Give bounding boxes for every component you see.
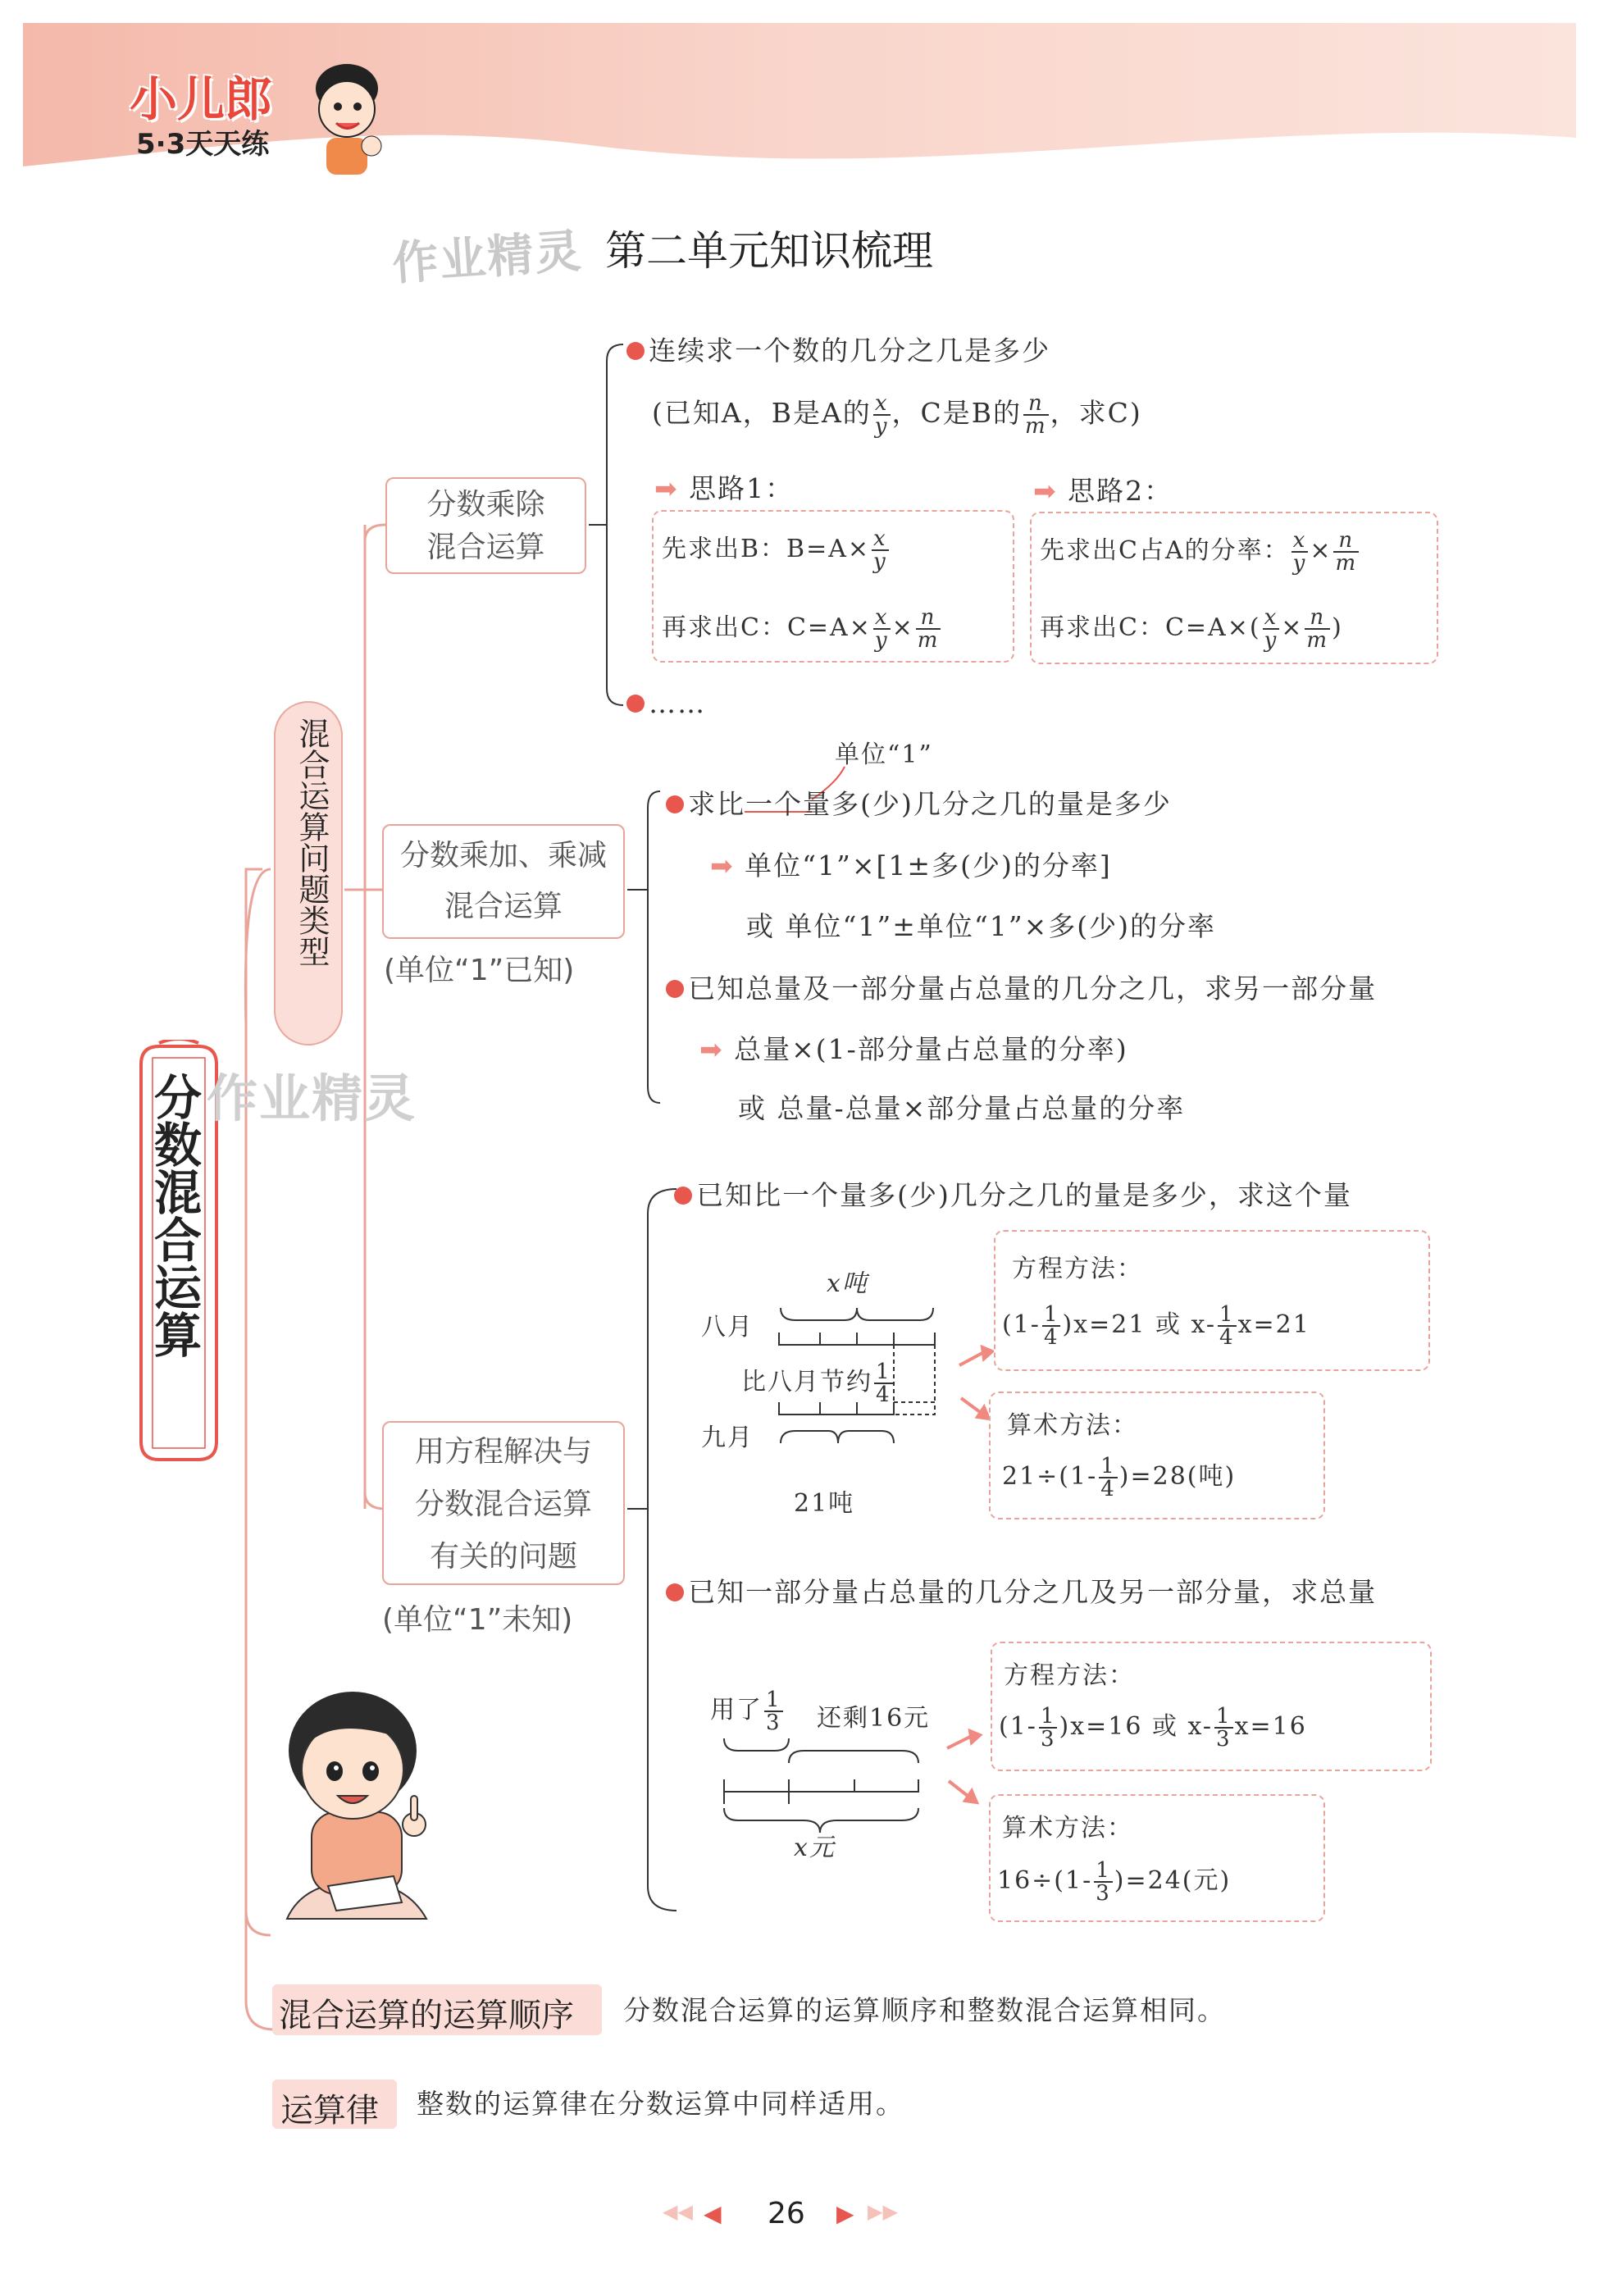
bullet-icon (666, 980, 684, 998)
diag1-bottom-label: 21吨 (794, 1489, 855, 1518)
bullet-icon (626, 695, 645, 713)
section1-item1-text: 连续求一个数的几分之几是多少 (649, 335, 1051, 367)
eq2-part-b: )x=16 或 x- (1059, 1712, 1214, 1741)
section2-formula3 (699, 1028, 1128, 1067)
eq1-part-a: (1- (1002, 1310, 1041, 1339)
watermark-top: 作业精灵 (390, 224, 585, 292)
arith-title-1: 算术方法： (1007, 1411, 1138, 1440)
section2-formula2: 或 单位“1”±单位“1”×多(少)的分率 (746, 910, 1217, 942)
cartoon-student-icon (271, 1673, 443, 1927)
idea1-label: 思路1： (689, 472, 795, 504)
idea2-label: 思路2： (1068, 475, 1173, 507)
diag2-bottom-label: x元 (794, 1834, 836, 1862)
section3-box-line3: 有关的问题 (429, 1540, 577, 1574)
arith-box-1 (989, 1392, 1325, 1519)
frac-num: x (874, 391, 889, 416)
idea2-heading (1033, 470, 1173, 508)
bullet-icon (666, 1583, 684, 1601)
frac-den: m (1335, 551, 1358, 576)
equation-box-1 (994, 1230, 1430, 1371)
page-footer (663, 2194, 922, 2234)
category-label: 混合运算问题类型 (294, 718, 330, 967)
eq-title-2: 方程方法： (1004, 1661, 1135, 1690)
arith-title-2: 算术方法： (1002, 1814, 1133, 1843)
diag1-mid-text: 比八月节约 (741, 1368, 872, 1396)
eq1-part-b: )x=21 或 x- (1062, 1310, 1217, 1339)
diag1-row2-label: 九月 (701, 1424, 754, 1452)
ar2-part-a: 16÷(1- (997, 1866, 1093, 1895)
ar2-part-b: )=24(元) (1114, 1866, 1232, 1895)
category-pill (274, 701, 343, 1046)
diag2-used-label (710, 1689, 785, 1733)
section2-item2-text: 已知总量及一部分量占总量的几分之几，求另一部分量 (688, 973, 1378, 1004)
frac-den: 4 (1043, 1325, 1059, 1350)
eq2-part-a: (1- (999, 1712, 1037, 1741)
arrow-right-icon: ➡ (699, 1033, 724, 1065)
frac-num: 1 (766, 1688, 781, 1712)
idea2-line1: 先求出C占A的分率： $\frac{x}{y}$ × $\frac{n}{m}$ (1040, 528, 1358, 576)
given-mid: ，C是B的 (891, 397, 1022, 429)
laws-tag: 运算律 (272, 2080, 397, 2129)
frac-num: x (1292, 528, 1307, 553)
frac-num: 1 (1100, 1454, 1116, 1478)
next-arrows-icon: ▶▶ (868, 2200, 898, 2223)
idea2-line1-text: 先求出C占A的分率： (1040, 536, 1290, 565)
frac-den: y (874, 628, 889, 653)
frac-den: y (873, 549, 887, 574)
section2-formula1-text: 单位“1”×[1±多(少)的分率] (745, 850, 1112, 882)
idea1-line2: 再求出C：C=A× $\frac{x}{y}$ × $\frac{n}{m}$ (662, 605, 940, 653)
next-arrow-icon: ▶ (836, 2200, 854, 2227)
section2-item1-text: 求比一个量多(少)几分之几的量是多少 (688, 788, 1172, 820)
eq2-part-c: x=16 (1234, 1712, 1307, 1741)
ar1-part-b: )=28(吨) (1118, 1462, 1237, 1491)
given-prefix: (已知A，B是A的 (652, 397, 872, 429)
frac-num: 1 (1040, 1704, 1056, 1729)
frac-num: 1 (1043, 1302, 1059, 1327)
section3-box (382, 1421, 625, 1585)
frac-den: 3 (1096, 1881, 1111, 1906)
arrow-right-icon: ➡ (710, 850, 735, 882)
frac-den: 4 (876, 1383, 891, 1407)
section2-item1 (666, 783, 1172, 822)
frac-den: 3 (1216, 1727, 1232, 1752)
frac-num: n (1310, 605, 1326, 630)
section2-note: (单位“1”已知) (384, 954, 575, 987)
laws-text: 整数的运算律在分数运算中同样适用。 (417, 2088, 904, 2120)
idea2-box (1030, 512, 1438, 664)
section2-box (382, 824, 625, 939)
series-name: 5·3天天练 (136, 128, 270, 161)
frac-num: x (874, 605, 889, 630)
idea2-line2: 再求出C：C=A×( $\frac{x}{y}$ × $\frac{n}{m}$ ) (1040, 605, 1343, 653)
section1-box-line2: 混合运算 (426, 531, 545, 564)
prev-arrow-icon: ◀ (704, 2200, 722, 2227)
frac-den: 3 (766, 1711, 781, 1735)
bullet-icon (674, 1187, 692, 1205)
equation-box-2 (991, 1642, 1432, 1771)
ellipsis-text: …… (649, 687, 707, 719)
section3-note: (单位“1”未知) (382, 1603, 573, 1637)
frac-num: n (1338, 528, 1355, 553)
idea2-line2-text: 再求出C：C=A×( (1040, 613, 1261, 642)
arith-box-2 (989, 1794, 1325, 1922)
frac-den: y (874, 414, 889, 439)
arrow-right-icon: ➡ (1033, 475, 1058, 507)
arrow-right-icon: ➡ (654, 472, 679, 504)
brand-logo: 小儿郎 (130, 71, 273, 127)
section2-box-line2: 混合运算 (444, 890, 563, 923)
frac-num: x (1264, 605, 1278, 630)
section3-item2 (666, 1571, 1377, 1610)
frac-num: 1 (1216, 1704, 1232, 1729)
section1-item1 (626, 330, 1050, 368)
arith-formula-2 (997, 1860, 1231, 1904)
order-tag: 混合运算的运算顺序 (272, 1984, 602, 2035)
section3-item1-text: 已知比一个量多(少)几分之几的量是多少，求这个量 (696, 1179, 1352, 1211)
frac-den: 4 (1219, 1325, 1235, 1350)
section2-item2 (666, 968, 1377, 1006)
diag1-mid-label (741, 1361, 895, 1405)
frac-num: x (873, 526, 887, 551)
frac-den: m (917, 628, 940, 653)
ar1-part-a: 21÷(1- (1002, 1462, 1098, 1491)
frac-num: 1 (1096, 1858, 1111, 1883)
section2-box-line1: 分数乘加、乘减 (399, 839, 607, 872)
idea1-line2-text: 再求出C：C=A× (662, 613, 872, 642)
bullet-icon (626, 342, 645, 360)
frac-num: 1 (1219, 1302, 1235, 1327)
section1-box (385, 477, 586, 574)
arith-formula-1 (1002, 1456, 1236, 1500)
diag1-row1-label: 八月 (701, 1313, 754, 1342)
section3-item2-text: 已知一部分量占总量的几分之几及另一部分量，求总量 (688, 1576, 1378, 1608)
unit-annotation: 单位“1” (835, 740, 933, 769)
idea1-box (652, 510, 1014, 663)
diag2-left-label: 还剩16元 (817, 1704, 931, 1733)
frac-num: n (920, 605, 936, 630)
frac-den: 3 (1040, 1727, 1056, 1752)
section1-box-line1: 分数乘除 (426, 488, 545, 522)
page-number: 26 (768, 2197, 805, 2230)
frac-den: y (1292, 551, 1307, 576)
eq-title-1: 方程方法： (1012, 1255, 1143, 1283)
eq-formula-1 (1002, 1304, 1310, 1348)
diag1-top-label: x吨 (827, 1269, 868, 1298)
prev-arrows-icon: ◀◀ (663, 2200, 693, 2223)
frac-den: m (1025, 414, 1047, 439)
frac-num: n (1027, 391, 1044, 416)
page-title: 第二单元知识梳理 (605, 227, 933, 275)
section3-box-line1: 用方程解决与 (414, 1435, 592, 1469)
frac-den: m (1306, 628, 1329, 653)
section2-formula3-text: 总量×(1-部分量占总量的分率) (734, 1033, 1128, 1065)
section3-box-line2: 分数混合运算 (414, 1487, 592, 1521)
section2-formula4: 或 总量-总量×部分量占总量的分率 (738, 1092, 1186, 1124)
frac-num: 1 (876, 1360, 891, 1384)
watermark-middle: 作业精灵 (207, 1068, 417, 1128)
order-text: 分数混合运算的运算顺序和整数混合运算相同。 (623, 1994, 1226, 2026)
frac-den: y (1264, 628, 1278, 653)
diag2-used-text: 用了 (710, 1696, 763, 1724)
idea1-heading (654, 467, 794, 506)
root-title: 分数混合运算 (146, 1073, 202, 1358)
idea1-line1-text: 先求出B：B=A× (662, 535, 871, 563)
bullet-icon (666, 795, 684, 813)
given-suffix: ，求C) (1050, 397, 1142, 429)
idea1-line1 (662, 528, 891, 572)
section2-formula1 (710, 845, 1112, 883)
section1-item2 (626, 687, 706, 719)
section3-item1 (674, 1174, 1352, 1213)
eq-formula-2 (999, 1706, 1307, 1750)
eq1-part-c: x=21 (1237, 1310, 1310, 1339)
section1-given (652, 392, 1142, 437)
frac-den: 4 (1100, 1477, 1116, 1501)
